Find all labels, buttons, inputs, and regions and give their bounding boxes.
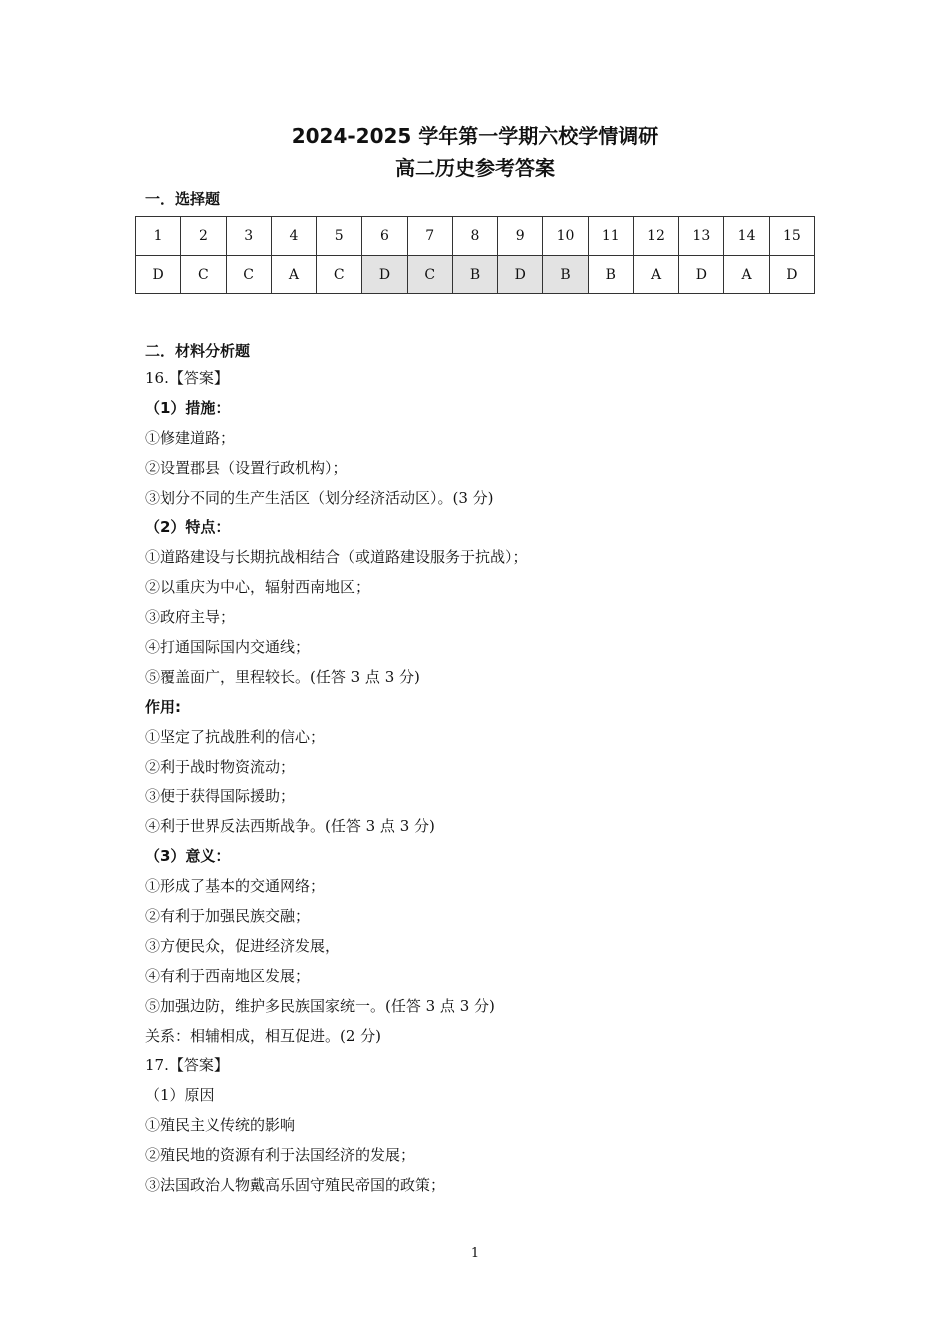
text-line: ③政府主导；: [145, 608, 236, 627]
question-number-cell: 13: [679, 217, 724, 256]
text-line: ②设置郡县（设置行政机构）；: [145, 458, 348, 477]
question-number-cell: 14: [724, 217, 769, 256]
question-number-cell: 12: [633, 217, 678, 256]
answer-body: [145, 364, 528, 1201]
answer-cell: A: [271, 256, 316, 294]
answer-cell: B: [543, 256, 588, 294]
section-heading-material: 二．材料分析题: [145, 342, 251, 360]
answer-row: [136, 256, 815, 294]
text-line: ①殖民主义传统的影响: [145, 1116, 296, 1135]
answer-cell: C: [407, 256, 452, 294]
text-line: 关系：相辅相成，相互促进。(2 分): [145, 1026, 382, 1045]
question-number-cell: 4: [271, 217, 316, 256]
text-line: ①修建道路；: [145, 428, 236, 447]
text-line: ②殖民地的资源有利于法国经济的发展；: [145, 1146, 416, 1165]
question-number-cell: 15: [769, 217, 814, 256]
answer-cell: C: [181, 256, 226, 294]
answer-cell: B: [452, 256, 497, 294]
text-line: ⑤加强边防，维护多民族国家统一。(任答 3 点 3 分): [145, 996, 495, 1015]
text-line: ①道路建设与长期抗战相结合（或道路建设服务于抗战）；: [145, 548, 528, 567]
answer-cell: D: [769, 256, 814, 294]
text-line: ④打通国际国内交通线；: [145, 638, 311, 657]
answer-cell: D: [136, 256, 181, 294]
section-heading-choice: 一．选择题: [145, 190, 221, 208]
text-line: （1）原因: [145, 1086, 215, 1105]
answer-cell: C: [317, 256, 362, 294]
subheading-line: （2）特点：: [145, 518, 231, 537]
text-line: ①坚定了抗战胜利的信心；: [145, 727, 326, 746]
text-line: ②利于战时物资流动；: [145, 757, 296, 776]
answer-cell: A: [633, 256, 678, 294]
question-number-cell: 8: [452, 217, 497, 256]
text-line: ④利于世界反法西斯战争。(任答 3 点 3 分): [145, 817, 435, 836]
question-number-cell: 7: [407, 217, 452, 256]
text-line: ②有利于加强民族交融；: [145, 907, 311, 926]
subheading-line: （3）意义：: [145, 847, 231, 866]
text-line: ③方便民众，促进经济发展，: [145, 936, 341, 955]
question-number-cell: 5: [317, 217, 362, 256]
question-number-cell: 3: [226, 217, 271, 256]
subheading-line: （1）措施：: [145, 398, 231, 417]
question-number-cell: 9: [498, 217, 543, 256]
question-number-cell: 11: [588, 217, 633, 256]
text-line: 17.【答案】: [145, 1056, 229, 1075]
answer-cell: D: [362, 256, 407, 294]
question-number-cell: 1: [136, 217, 181, 256]
answer-cell: C: [226, 256, 271, 294]
question-number-cell: 10: [543, 217, 588, 256]
answer-cell: D: [679, 256, 724, 294]
document-subtitle: 高二历史参考答案: [395, 156, 555, 180]
question-number-row: [136, 217, 815, 256]
answer-table: [135, 216, 815, 294]
answer-cell: A: [724, 256, 769, 294]
page-number: 1: [470, 1246, 480, 1261]
text-line: ①形成了基本的交通网络；: [145, 877, 326, 896]
subheading-line: 作用:: [145, 697, 181, 716]
answer-cell: D: [498, 256, 543, 294]
question-number-cell: 6: [362, 217, 407, 256]
answer-cell: B: [588, 256, 633, 294]
text-line: ③便于获得国际援助；: [145, 787, 296, 806]
question-number-cell: 2: [181, 217, 226, 256]
text-line: ③法国政治人物戴高乐固守殖民帝国的政策；: [145, 1176, 446, 1195]
text-line: ⑤覆盖面广，里程较长。(任答 3 点 3 分): [145, 667, 420, 686]
text-line: ④有利于西南地区发展；: [145, 966, 311, 985]
text-line: ③划分不同的生产生活区（划分经济活动区）。(3 分): [145, 488, 494, 507]
text-line: 16.【答案】: [145, 369, 229, 387]
text-line: ②以重庆为中心，辐射西南地区；: [145, 578, 371, 597]
document-title: 2024-2025 学年第一学期六校学情调研: [291, 124, 659, 148]
